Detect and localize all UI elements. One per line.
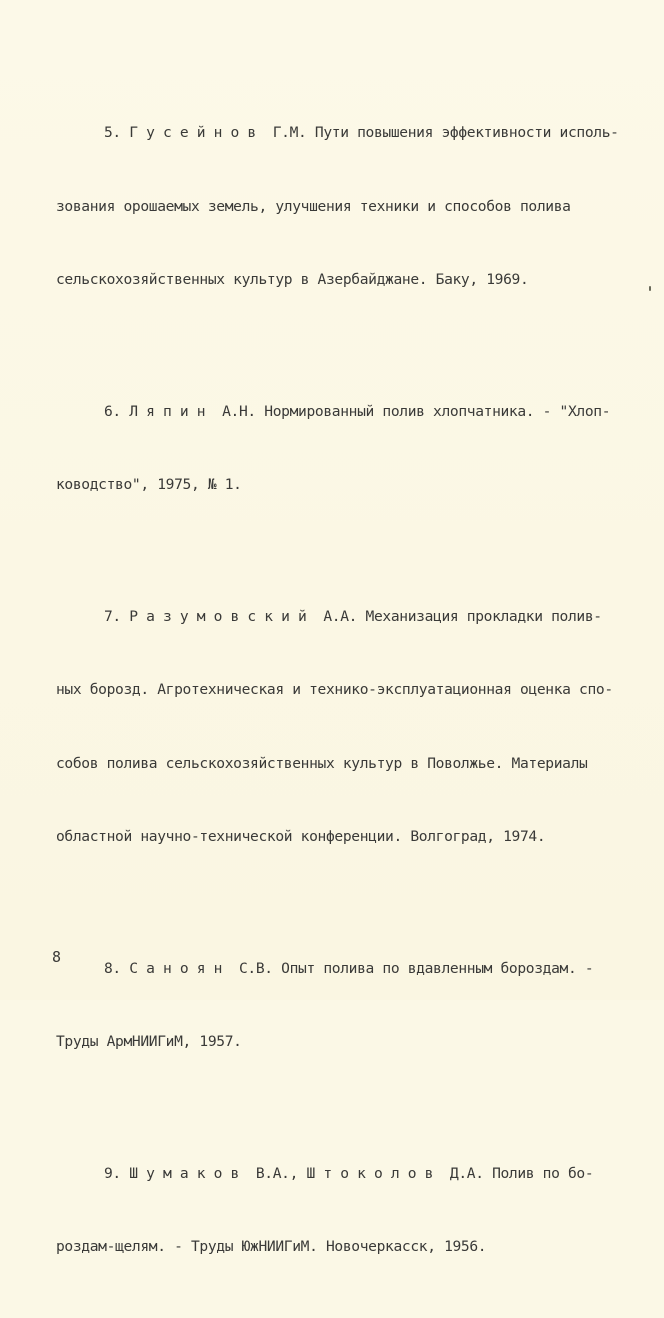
reference-line: Труды АрмНИИГиМ, 1957. (56, 1033, 242, 1050)
reference-line: 7. Р а з у м о в с к и й А.А. Механизация прокладки полив- (104, 607, 602, 625)
reference-item-9 (56, 1113, 646, 1309)
reference-list (56, 72, 646, 1318)
reference-line: 8. С а н о я н С.В. Опыт полива по вдавленным бороздам. - (104, 959, 594, 977)
reference-line: 6. Л я п и н А.Н. Нормированный полив хлопчатника. - "Хлоп- (104, 402, 611, 420)
reference-line: роздам-щелям. - Труды ЮжНИИГиМ. Новочеркасск, 1956. (56, 1238, 487, 1255)
reference-item-5 (56, 72, 646, 342)
reference-line: ководство", 1975, № 1. (56, 476, 242, 493)
reference-item-7 (56, 556, 646, 899)
reference-line: сельскохозяйственных культур в Азербайджане. Баку, 1969. (56, 271, 529, 288)
reference-item-6 (56, 351, 646, 547)
page-number: 8 (52, 948, 62, 966)
reference-line: 5. Г у с е й н о в Г.М. Пути повышения эффективности исполь- (104, 124, 619, 141)
paper-speck (649, 286, 651, 291)
reference-item-8 (56, 908, 646, 1104)
reference-line: 9. Ш у м а к о в В.А., Ш т о к о л о в Д.А. Полив по бо- (104, 1164, 594, 1182)
reference-line: ных борозд. Агротехническая и технико-эксплуатационная оценка спо- (56, 681, 613, 698)
reference-line: областной научно-технической конференции. Волгоград, 1974. (56, 828, 546, 845)
reference-line: зования орошаемых земель, улучшения техники и способов полива (56, 197, 571, 215)
reference-line: собов полива сельскохозяйственных культур в Поволжье. Материалы (56, 754, 588, 772)
